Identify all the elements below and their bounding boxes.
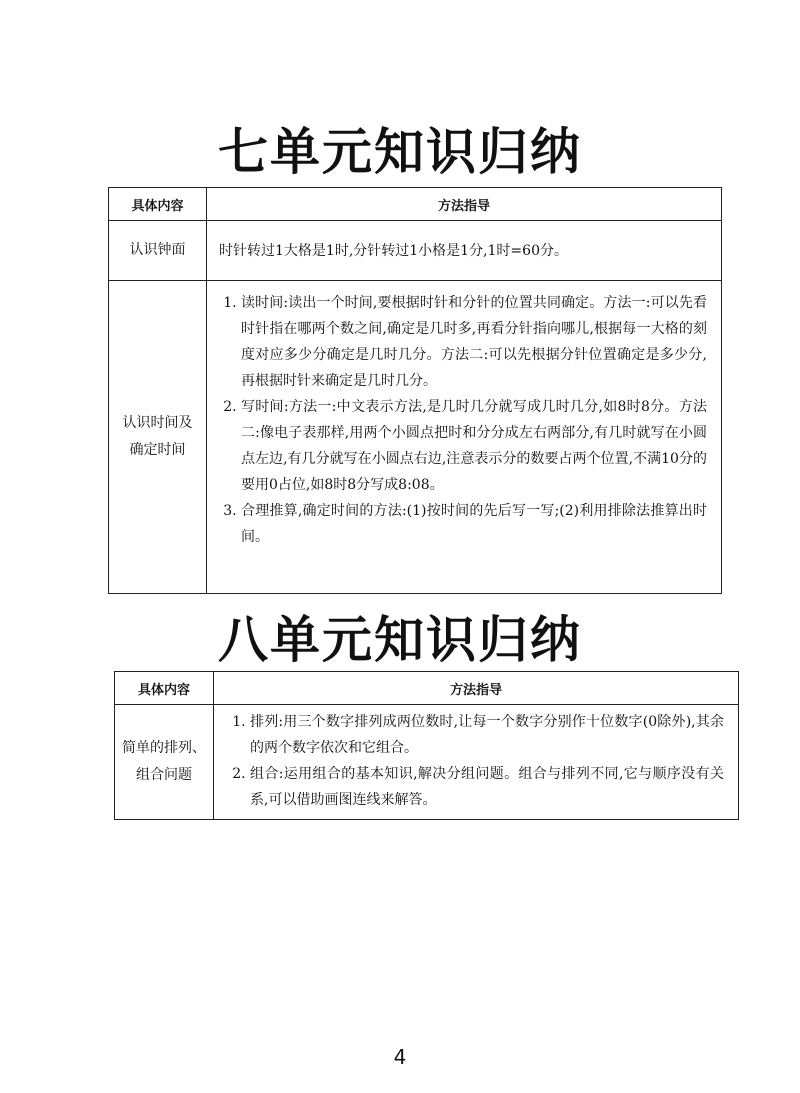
row-topic: 认识钟面 — [109, 221, 207, 281]
table-header-row — [109, 188, 722, 221]
unit8-title: 八单元知识归纳 — [218, 611, 582, 669]
list-item: 1. 排列:用三个数字排列成两位数时,让每一个数字分别作十位数字(0除外),其余的两个数字依次和它组合。 — [250, 709, 724, 761]
row-text: 时针转过1大格是1时,分针转过1小格是1分,1时=60分。 — [207, 221, 722, 281]
table-header-row — [115, 672, 739, 705]
header-method: 方法指导 — [214, 672, 739, 705]
list-item: 3. 合理推算,确定时间的方法:(1)按时间的先后写一写;(2)利用排除法推算出时间。 — [241, 498, 707, 550]
row-topic: 认识时间及确定时间 — [109, 281, 207, 594]
row-list — [214, 705, 739, 820]
unit7-table — [108, 187, 722, 594]
list-item: 2. 组合:运用组合的基本知识,解决分组问题。组合与排列不同,它与顺序没有关系,可以借助画图连线来解答。 — [250, 761, 724, 813]
row-list — [207, 281, 722, 594]
list-item: 1. 读时间:读出一个时间,要根据时针和分针的位置共同确定。方法一:可以先看时针指在哪两个数之间,确定是几时多,再看分针指向哪儿,根据每一大格的刻度对应多少分确定是几时几分。方法二:可以先根据分针位置确定是多少分,再根据时针来确定是几时几分。 — [241, 290, 707, 394]
unit7-title: 七单元知识归纳 — [218, 123, 582, 181]
list-item: 2. 写时间:方法一:中文表示方法,是几时几分就写成几时几分,如8时8分。方法二:像电子表那样,用两个小圆点把时和分分成左右两部分,有几时就写在小圆点左边,有几分就写在小圆点右边,注意表示分的数要占两个位置,不满10分的要用0占位,如8时8分写成8:08。 — [241, 394, 707, 498]
table-row — [115, 705, 739, 820]
header-method: 方法指导 — [207, 188, 722, 221]
header-content: 具体内容 — [109, 188, 207, 221]
page-number: 4 — [393, 1045, 407, 1069]
row-topic: 简单的排列、组合问题 — [115, 705, 214, 820]
table-row — [109, 221, 722, 281]
table-row — [109, 281, 722, 594]
header-content: 具体内容 — [115, 672, 214, 705]
unit8-table — [114, 671, 739, 820]
